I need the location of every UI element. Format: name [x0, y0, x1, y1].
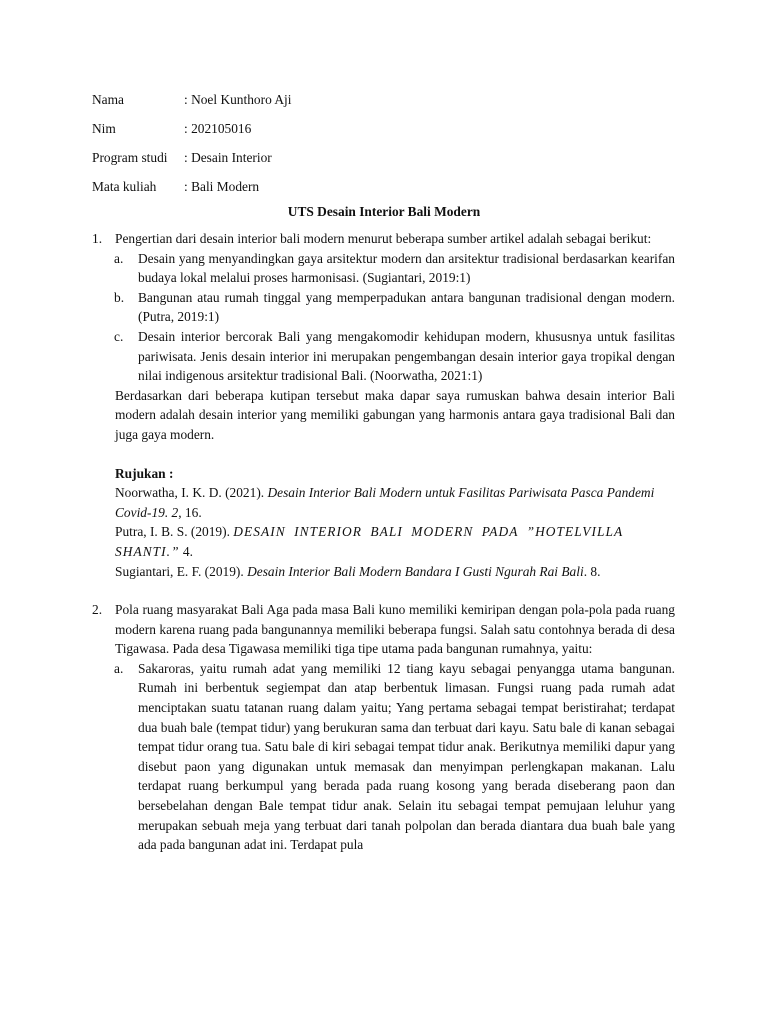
- reference-tail: , 16.: [178, 504, 202, 520]
- list-item: [114, 249, 675, 288]
- spacer: [92, 445, 675, 464]
- reference-title: Desain Interior Bali Modern untuk Fasilitas Pariwisata Pasca Pandemi Covid-19. 2: [115, 485, 655, 520]
- reference-authors: Putra, I. B. S. (2019).: [115, 524, 234, 540]
- info-row-nama: [92, 85, 292, 114]
- info-value: : Noel Kunthoro Aji: [184, 91, 292, 107]
- info-label: Program studi: [92, 149, 168, 165]
- list-item: [114, 327, 675, 386]
- reference-title: Desain Interior Bali Modern Bandara I Gusti Ngurah Rai Bali: [247, 563, 584, 579]
- info-row-prodi: [92, 143, 292, 172]
- question-number: 2.: [92, 602, 103, 618]
- conclusion-paragraph: Berdasarkan dari beberapa kutipan tersebut maka dapar saya rumuskan bahwa desain interior Bali modern adalah desain interior yang memiliki gabungan yang harmonis antara gaya tradisional Bali dan juga gaya modern.: [115, 387, 675, 442]
- document-body: [92, 229, 675, 855]
- reference-title: DESAIN INTERIOR BALI MODERN PADA ”HOTELVILLA SHANTI.”: [115, 524, 623, 559]
- list-item-text: Desain interior bercorak Bali yang mengakomodir kehidupan modern, khususnya untuk fasilitas pariwisata. Jenis desain interior ini merupakan pengembangan desain interior gaya tropikal dengan nilai indigenous arsitektur tradisional Bali. (Noorwatha, 2021:1): [138, 328, 675, 384]
- list-item-label: a.: [114, 660, 124, 676]
- list-item-text: Desain yang menyandingkan gaya arsitektur modern dan arsitektur tradisional berdasarkan kearifan budaya lokal melalui proses harmonisasi. (Sugiantari, 2019:1): [138, 250, 675, 286]
- list-item-text: Sakaroras, yaitu rumah adat yang memiliki 12 tiang kayu sebagai penyangga utama bangunan. Rumah ini berbentuk segiempat dan atap berbentuk limasan. Fungsi ruang pada rumah adat menciptakan suatu tatanan ruang dalam yaitu; Yang pertama sebagai tempat beristirahat; terdapat dua buah bale (tempat tidur) yang berukuran sama dan terbuat dari kayu. Satu bale di kanan sebagai tempat tidur orang tua. Satu bale di kiri sebagai tempat tidur anak. Berikutnya memiliki dapur yang disebut paon yang digunakan untuk memasak dan menyimpan perlengkapan makanan. Lalu terdapat ruang berkumpul yang berada pada ruang kosong yang berada diseberang paon dan bersebelahan dengan Bale tempat tidur anak. Selain itu sebagai tempat pemujaan leluhur yang merupakan sebuah meja yang terbuat dari tanah polpolan dan berada diantara dua buah bale yang ada pada bangunan adat ini. Terdapat pula: [138, 660, 675, 853]
- reference-entry: [115, 483, 675, 522]
- info-label: Mata kuliah: [92, 178, 157, 194]
- question-text: Pola ruang masyarakat Bali Aga pada masa Bali kuno memiliki kemiripan dengan pola-pola pada ruang modern karena ruang pada bangunannya memiliki beberapa fungsi. Salah satu contohnya berada di desa Tigawasa. Pada desa Tigawasa memiliki tiga tipe utama pada bangunan rumahnya, yaitu:: [115, 602, 675, 657]
- list-item: [114, 288, 675, 327]
- question-2: [92, 600, 675, 659]
- info-label: Nim: [92, 120, 116, 136]
- reference-entry: [115, 522, 675, 561]
- list-item-label: c.: [114, 328, 124, 344]
- references-heading: Rujukan :: [115, 465, 174, 481]
- list-item: [114, 659, 675, 855]
- student-info: [92, 85, 292, 201]
- reference-authors: Noorwatha, I. K. D. (2021).: [115, 485, 268, 501]
- info-value: : Bali Modern: [184, 178, 260, 194]
- list-item-text: Bangunan atau rumah tinggal yang memperpadukan antara bangunan tradisional dengan modern. (Putra, 2019:1): [138, 289, 675, 325]
- spacer: [92, 581, 675, 600]
- info-row-matkul: [92, 172, 292, 201]
- info-value: : Desain Interior: [184, 149, 272, 165]
- reference-tail: . 8.: [583, 563, 601, 579]
- reference-authors: Sugiantari, E. F. (2019).: [115, 563, 248, 579]
- reference-tail: 4.: [179, 543, 193, 559]
- info-label: Nama: [92, 91, 124, 107]
- info-value: : 202105016: [184, 120, 252, 136]
- question-1: [92, 229, 675, 249]
- info-row-nim: [92, 114, 292, 143]
- reference-entry: [115, 562, 675, 582]
- document-title: UTS Desain Interior Bali Modern: [287, 204, 481, 219]
- question-text: Pengertian dari desain interior bali modern menurut beberapa sumber artikel adalah sebagai berikut:: [115, 231, 652, 246]
- question-number: 1.: [92, 231, 103, 246]
- list-item-label: b.: [114, 289, 125, 305]
- list-item-label: a.: [114, 250, 124, 266]
